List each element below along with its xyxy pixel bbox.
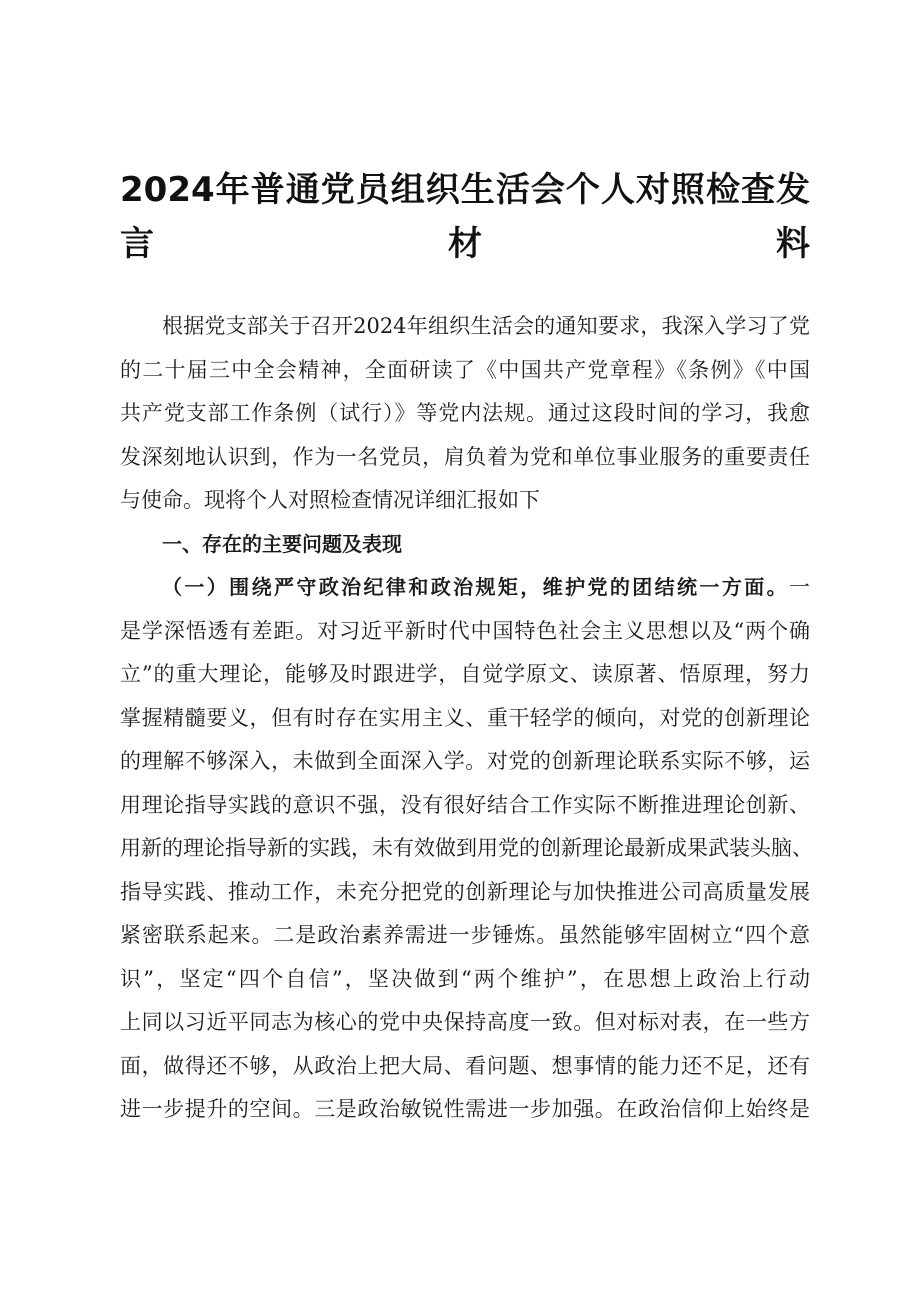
intro-line-4: 发深刻地认识到，作为一名党员，肩负着为党和单位事业服务的重要责任 — [120, 444, 810, 469]
subsection-1-first-line — [120, 566, 810, 610]
para-line-5: 用理论指导实践的意识不强，没有很好结合工作实际不断推进理论创新、 — [120, 792, 810, 817]
intro-line-2: 的二十届三中全会精神，全面研读了《中国共产党章程》《条例》《中国 — [120, 357, 810, 382]
title-line-2: 言材料 — [120, 224, 810, 264]
title-line-1: 2024年普通党员组织生活会个人对照检查发 — [120, 170, 810, 210]
para-line-8: 紧密联系起来。二是政治素养需进一步锤炼。虽然能够牢固树立“四个意 — [120, 923, 810, 947]
intro-line-3: 共产党支部工作条例（试行）》等党内法规。通过这段时间的学习，我愈 — [120, 401, 810, 425]
document-body — [120, 305, 813, 1132]
section-heading-1: 一、存在的主要问题及表现 — [162, 531, 402, 556]
para-line-7: 指导实践、推动工作，未充分把党的创新理论与加快推进公司高质量发展 — [120, 879, 810, 904]
para-line-6: 用新的理论指导新的实践，未有效做到用党的创新理论最新成果武装头脑、 — [120, 836, 813, 860]
para-line-10: 上同以习近平同志为核心的党中央保持高度一致。但对标对表，在一些方 — [120, 1010, 810, 1034]
para-line-11: 面，做得还不够，从政治上把大局、看问题、想事情的能力还不足，还有 — [120, 1053, 810, 1078]
intro-line-5: 与使命。现将个人对照检查情况详细汇报如下 — [120, 488, 540, 512]
para-line-9: 识”，坚定“四个自信”，坚决做到“两个维护”，在思想上政治上行动 — [120, 966, 810, 991]
para-line-1: 是学深悟透有差距。对习近平新时代中国特色社会主义思想以及“两个确 — [120, 618, 810, 643]
para-line-3: 掌握精髓要义，但有时存在实用主义、重干轻学的倾向，对党的创新理论 — [120, 705, 810, 730]
para-line-2: 立”的重大理论，能够及时跟进学，自觉学原文、读原著、悟原理，努力 — [120, 662, 810, 686]
subsection-1-heading: （一）围绕严守政治纪律和政治规矩，维护党的团结统一方面。 — [162, 575, 789, 599]
intro-line-1: 根据党支部关于召开2024年组织生活会的通知要求，我深入学习了党 — [162, 314, 810, 338]
para-line-12: 进一步提升的空间。三是政治敏锐性需进一步加强。在政治信仰上始终是 — [120, 1097, 810, 1121]
para-line-4: 的理解不够深入，未做到全面深入学。对党的创新理论联系实际不够，运 — [120, 749, 810, 773]
subsection-1-first-tail: 一 — [789, 575, 810, 599]
document-title — [120, 163, 810, 271]
